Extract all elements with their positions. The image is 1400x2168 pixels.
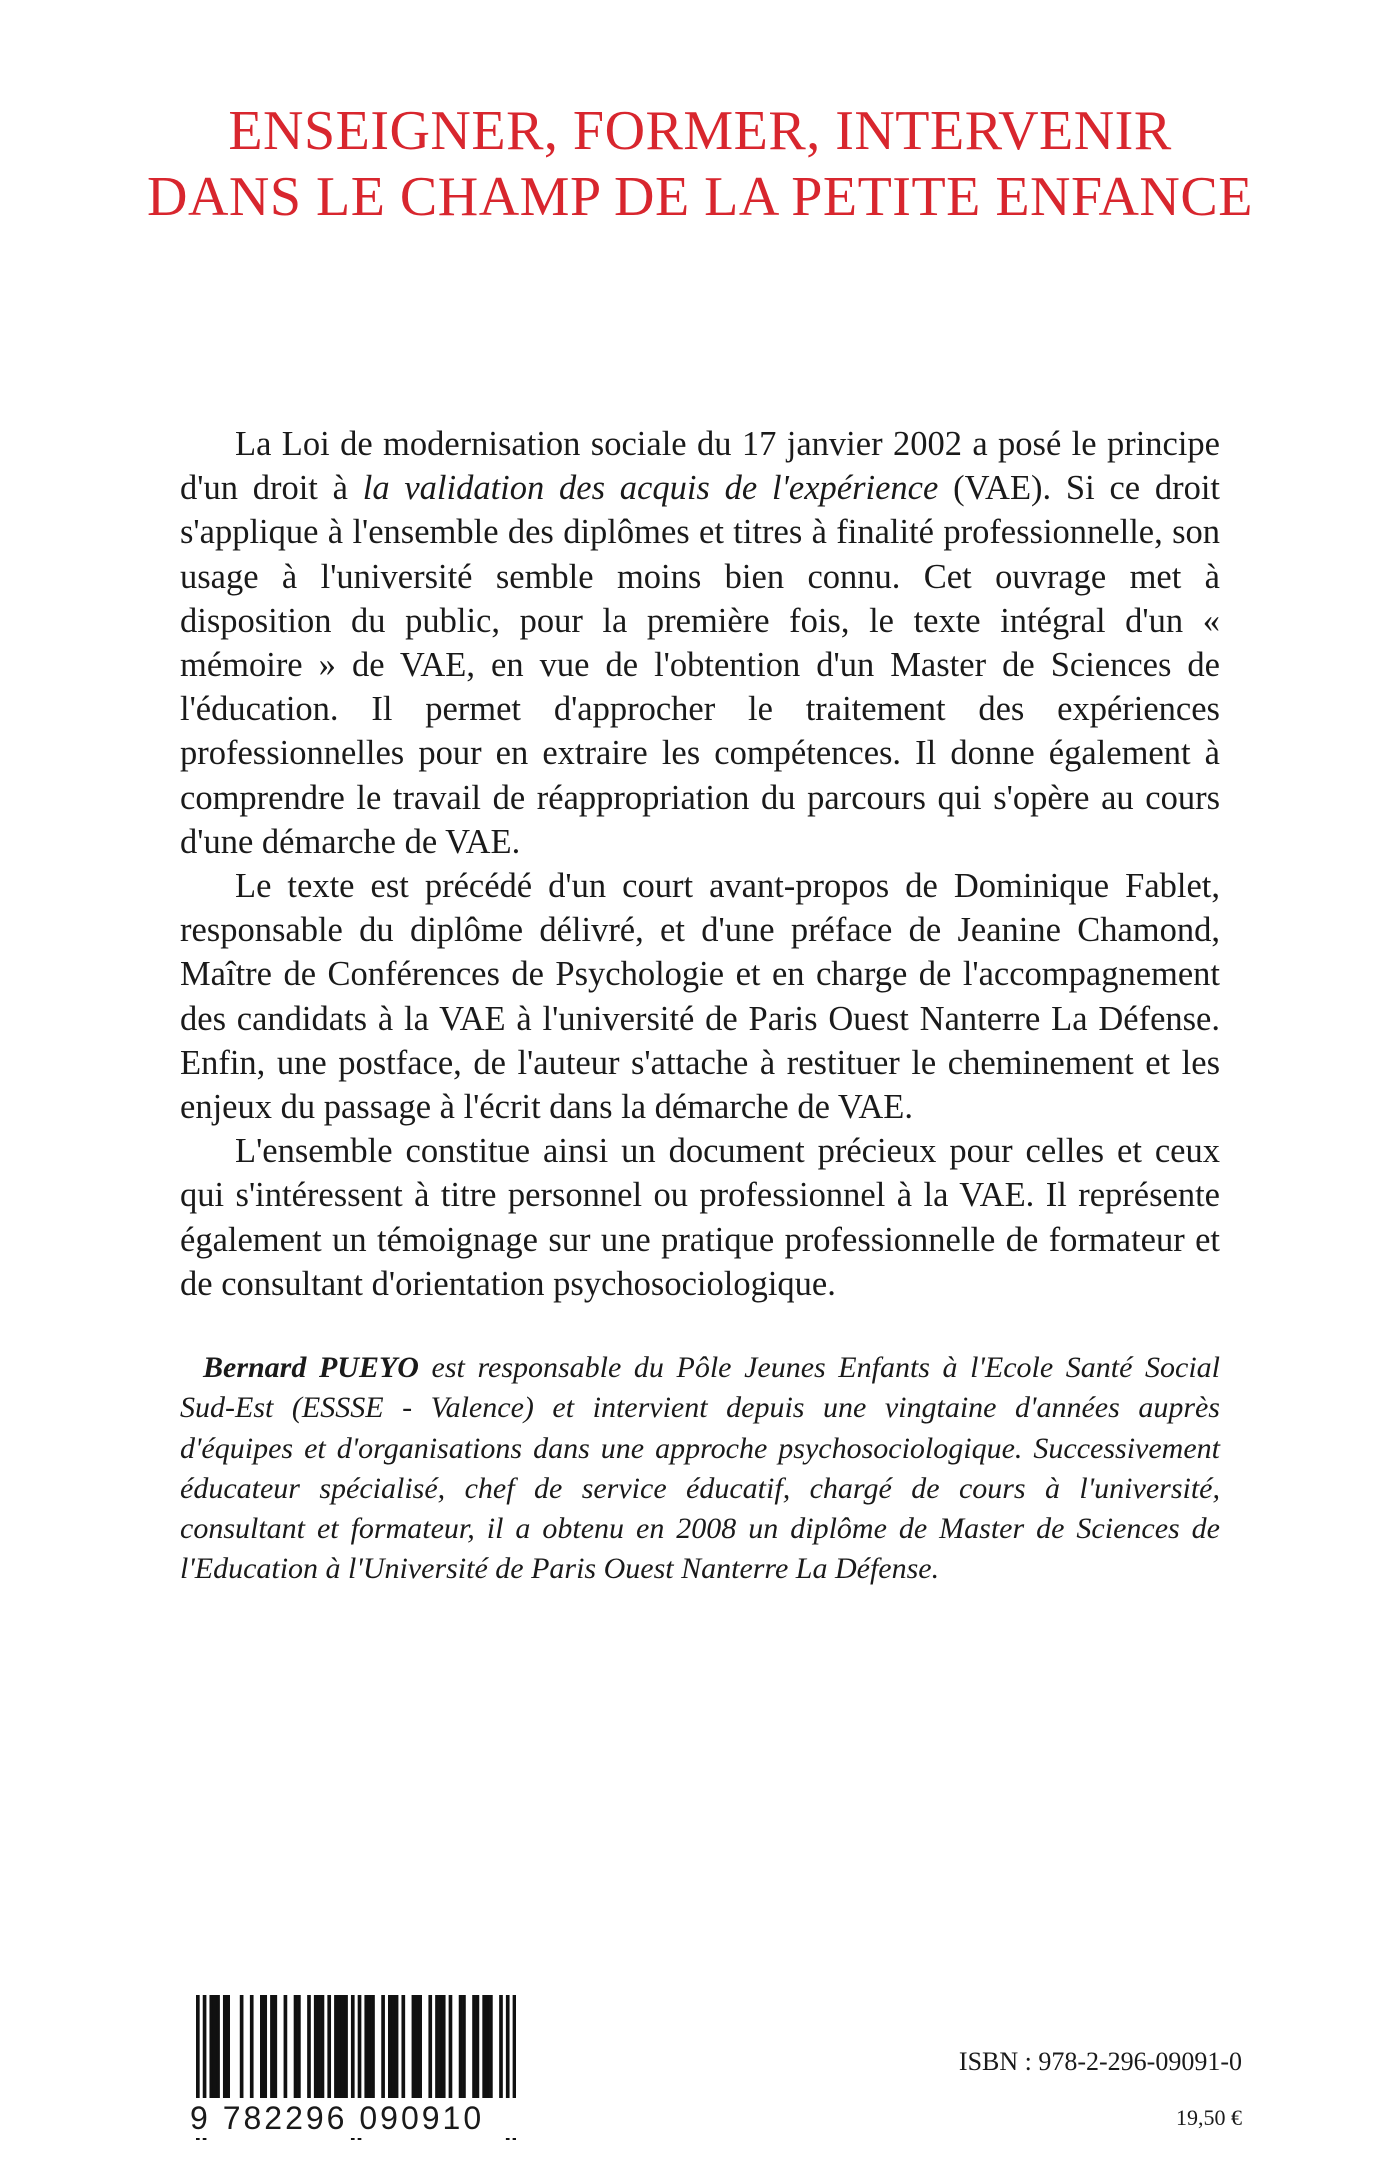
barcode-bar (284, 1995, 288, 2103)
barcode-bar (337, 1995, 341, 2103)
barcode-bar (209, 1995, 213, 2103)
barcode-bar (216, 1995, 220, 2103)
barcode-bar (499, 1995, 503, 2103)
barcode-bar (226, 1995, 230, 2103)
barcode-bar (321, 1995, 325, 2103)
barcode-bar (489, 1995, 493, 2103)
barcode-bar (459, 1995, 463, 2103)
barcode-bar (439, 1995, 443, 2103)
barcode-bar (270, 1995, 274, 2103)
author-bio (180, 1348, 1220, 1590)
barcode-bar (449, 1995, 453, 2103)
summary-paragraph-1 (180, 422, 1220, 864)
barcode-bar (250, 1995, 254, 2103)
barcode-bar (344, 1995, 348, 2103)
summary-p1-end: (VAE). Si ce droit s'applique à l'ensemble des diplômes et titres à finalité professionnelle, son usage à l'université semble moins bien connu. Cet ouvrage met à disposition du public, pour la première fois, le texte intégral d'un « mémoire » de VAE, en vue de l'obtention d'un Master de Sciences de l'éducation. Il permet d'approcher le traitement des expériences professionnelles pour en extraire les compétences. Il donne également à comprendre le travail de réappropriation du parcours qui s'opère au cours d'une démarche de VAE. (180, 469, 1220, 861)
summary-paragraph-2: Le texte est précédé d'un court avant-propos de Dominique Fablet, responsable du diplôme délivré, et d'une préface de Jeanine Chamond, Maître de Conférences de Psychologie et en charge de l'accompagnement des candidats à la VAE à l'université de Paris Ouest Nanterre La Défense. Enfin, une postface, de l'auteur s'attache à restituer le cheminement et les enjeux du passage à l'écrit dans la démarche de VAE. (180, 867, 1220, 1127)
barcode-bar (240, 1995, 244, 2103)
barcode-bar (412, 1995, 416, 2103)
book-title (0, 98, 1400, 230)
barcode-bar (442, 1995, 446, 2103)
barcode-bar (435, 1995, 439, 2103)
barcode-bar (307, 1995, 311, 2103)
barcode-bar (263, 1995, 267, 2103)
barcode-bar (314, 1995, 318, 2103)
barcode-bar (391, 1995, 395, 2103)
isbn: ISBN : 978-2-296-09091-0 (958, 2047, 1242, 2076)
barcode-bar (297, 1995, 301, 2103)
barcode-bar (317, 1995, 321, 2103)
summary-paragraph-3: L'ensemble constitue ainsi un document précieux pour celles et ceux qui s'intéressent à titre personnel ou professionnel à la VAE. Il représente également un témoignage sur une pratique professionnelle de formateur et de consultant d'orientation psychosociologique. (180, 1132, 1220, 1303)
book-title-line-2: DANS LE CHAMP DE LA PETITE ENFANCE (147, 166, 1253, 228)
book-title-line-1: ENSEIGNER, FORMER, INTERVENIR (228, 100, 1172, 162)
barcode-bar (334, 1995, 338, 2103)
author-bio-text: est responsable du Pôle Jeunes Enfants à l'Ecole Santé Social Sud-Est (ESSSE - Valence) et intervient depuis une vingtaine d'années auprès d'équipes et d'organisations dans une approche psychosociologique. Successivement éducateur spécialisé, chef de service éducatif, chargé de cours à l'université, consultant et formateur, il a obtenu en 2008 un diplôme de Master de Sciences de l'Education à l'Université de Paris Ouest Nanterre La Défense. (180, 1351, 1220, 1586)
barcode-bar (428, 1995, 432, 2103)
barcode-digits: 9 782296 090910 (190, 2098, 525, 2138)
barcode-bar (388, 1995, 392, 2103)
barcode-bar (401, 1995, 405, 2103)
barcode-bar (273, 1995, 277, 2103)
barcode-bar (415, 1995, 419, 2103)
barcode-bar (486, 1995, 490, 2103)
price: 19,50 € (1176, 2105, 1242, 2130)
barcode-bar (260, 1995, 264, 2103)
barcode-bar (381, 1995, 385, 2103)
barcode-bar (364, 1995, 368, 2103)
barcode-bar (462, 1995, 466, 2103)
author-name: Bernard PUEYO (203, 1351, 419, 1384)
barcode-bar (368, 1995, 372, 2103)
barcode-bar (213, 1995, 217, 2103)
barcode-bar (327, 1995, 331, 2103)
barcode-bar (418, 1995, 422, 2103)
barcode-bar (482, 1995, 486, 2103)
barcode-bar (395, 1995, 399, 2103)
barcode-bar (371, 1995, 375, 2103)
barcode-bar (223, 1995, 227, 2103)
barcode-bar (476, 1995, 480, 2103)
summary-p1-start: La Loi de modernisation sociale du 17 janvier 2002 a posé le principe d'un droit à (180, 425, 1220, 508)
book-summary (180, 422, 1220, 1306)
summary-p1-italic: la validation des acquis de l'expérience (362, 469, 939, 508)
barcode-bar (294, 1995, 298, 2103)
barcode-bar (341, 1995, 345, 2103)
barcode-bar (472, 1995, 476, 2103)
